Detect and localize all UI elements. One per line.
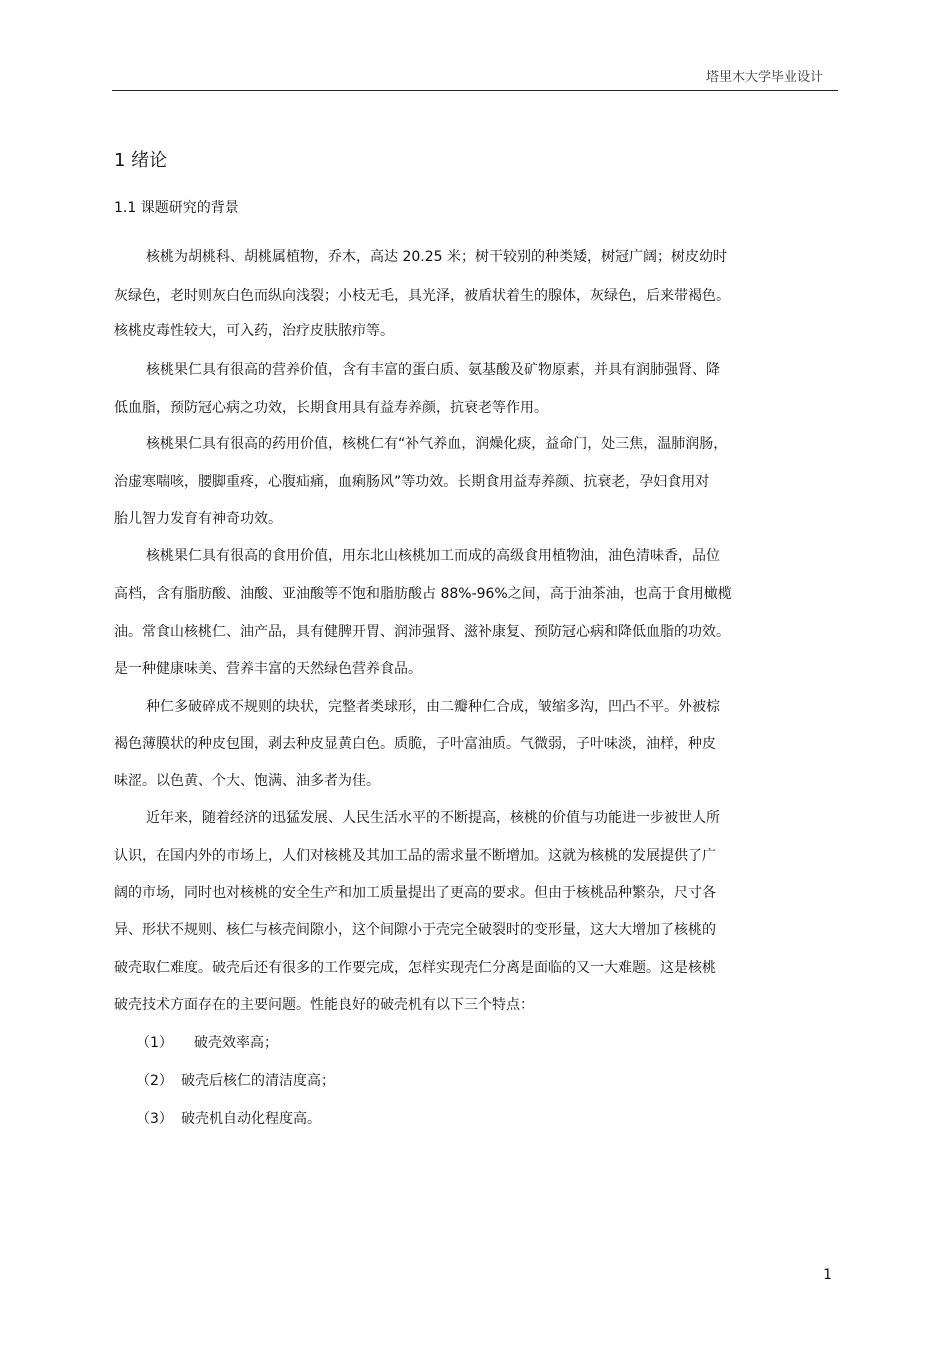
body-line: 异、形状不规则、核仁与核壳间隙小，这个间隙小于壳完全破裂时的变形量，这大大增加了核桃的 — [114, 922, 716, 938]
body-line: 破壳技术方面存在的主要问题。性能良好的破壳机有以下三个特点： — [114, 997, 534, 1013]
list-item-number: （2） — [136, 1073, 173, 1089]
chapter-title: 1 绪论 — [114, 150, 168, 171]
section-title: 1.1 课题研究的背景 — [114, 200, 239, 216]
body-line: 低血脂，预防冠心病之功效，长期食用具有益寿养颜，抗衰老等作用。 — [114, 400, 548, 416]
body-line: 褐色薄膜状的种皮包围，剥去种皮显黄白色。质脆，子叶富油质。气微弱，子叶味淡，油样，种皮 — [114, 736, 716, 752]
header-divider — [112, 90, 838, 91]
body-line: 胎儿智力发育有神奇功效。 — [114, 511, 282, 527]
header-title: 塔里木大学毕业设计 — [705, 70, 823, 85]
body-line: 高档，含有脂肪酸、油酸、亚油酸等不饱和脂肪酸占 88%-96%之间，高于油茶油，也高于食用橄榄 — [114, 586, 732, 602]
body-line: 是一种健康味美、营养丰富的天然绿色营养食品。 — [114, 661, 422, 677]
page-number: 1 — [823, 1267, 832, 1283]
body-line: 油。常食山核桃仁、油产品，具有健脾开胃、润沛强肾、滋补康复、预防冠心病和降低血脂的功效。 — [114, 624, 730, 640]
list-item-text: 破壳后核仁的清洁度高； — [181, 1073, 335, 1089]
list-item-number: （1） — [136, 1035, 173, 1051]
list-item — [114, 1070, 335, 1090]
body-line: 认识，在国内外的市场上，人们对核桃及其加工品的需求量不断增加。这就为核桃的发展提供了广 — [114, 848, 716, 864]
body-line: 核桃果仁具有很高的营养价值，含有丰富的蛋白质、氨基酸及矿物原素，并具有润肺强肾、降 — [146, 362, 720, 378]
list-item — [114, 1108, 321, 1128]
body-line: 近年来，随着经济的迅猛发展、人民生活水平的不断提高，核桃的价值与功能进一步被世人所 — [146, 810, 720, 826]
body-line: 灰绿色，老时则灰白色而纵向浅裂；小枝无毛，具光泽，被盾状着生的腺体，灰绿色，后来带褐色。 — [114, 288, 730, 304]
body-line: 阔的市场，同时也对核桃的安全生产和加工质量提出了更高的要求。但由于核桃品种繁杂，尺寸各 — [114, 885, 716, 901]
list-item-number: （3） — [136, 1111, 173, 1127]
body-line: 核桃果仁具有很高的药用价值，核桃仁有“补气养血，润燥化痰，益命门，处三焦，温肺润肠， — [146, 436, 728, 452]
body-line: 核桃为胡桃科、胡桃属植物，乔木，高达 20.25 米；树干较别的种类矮，树冠广阔；树皮幼时 — [146, 249, 727, 265]
body-line: 治虚寒喘咳，腰脚重疼，心腹疝痛，血痢肠风”等功效。长期食用益寿养颜、抗衰老，孕妇食用对 — [114, 474, 710, 490]
body-line: 种仁多破碎成不规则的块状，完整者类球形，由二瓣种仁合成，皱缩多沟，凹凸不平。外被棕 — [146, 699, 720, 715]
list-item-text: 破壳机自动化程度高。 — [181, 1111, 321, 1127]
list-item-text: 破壳效率高； — [194, 1035, 278, 1051]
body-line: 核桃皮毒性较大，可入药，治疗皮肤脓疖等。 — [114, 323, 394, 339]
list-item — [114, 1032, 278, 1052]
body-line: 味涩。以色黄、个大、饱满、油多者为佳。 — [114, 773, 380, 789]
body-line: 核桃果仁具有很高的食用价值，用东北山核桃加工而成的高级食用植物油，油色清味香，品位 — [146, 548, 720, 564]
body-line: 破壳取仁难度。破壳后还有很多的工作要完成，怎样实现壳仁分离是面临的又一大难题。这是核桃 — [114, 960, 716, 976]
